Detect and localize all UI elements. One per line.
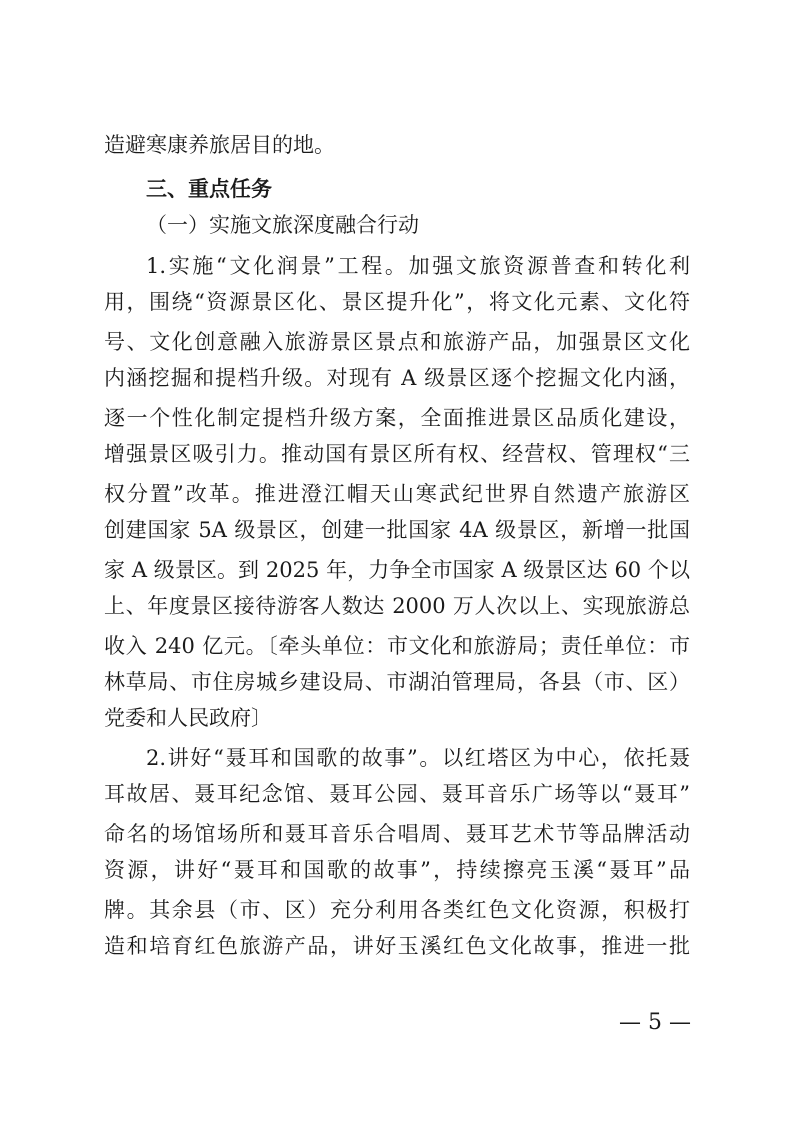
text-line: 内涵挖掘和提档升级。对现有 A 级景区逐个挖掘文化内涵， bbox=[104, 366, 690, 390]
section-heading: 三、重点任务 bbox=[146, 176, 272, 201]
text-line: 党委和人民政府〕 bbox=[104, 706, 272, 730]
text-line: 命名的场馆场所和聂耳音乐合唱周、聂耳艺术节等品牌活动 bbox=[104, 822, 690, 846]
text-line: 权分置”改革。推进澄江帽天山寒武纪世界自然遗产旅游区 bbox=[104, 482, 690, 506]
text-line: 1.实施“文化润景”工程。加强文旅资源普查和转化利 bbox=[146, 254, 690, 278]
text-line: 耳故居、聂耳纪念馆、聂耳公园、聂耳音乐广场等以“聂耳” bbox=[104, 782, 690, 806]
text-line: 牌。其余县（市、区）充分利用各类红色文化资源，积极打 bbox=[104, 898, 690, 922]
text-line: 逐一个性化制定提档升级方案，全面推进景区品质化建设， bbox=[104, 406, 690, 430]
text-line: 造避寒康养旅居目的地。 bbox=[104, 133, 335, 157]
text-line: 创建国家 5A 级景区，创建一批国家 4A 级景区，新增一批国 bbox=[104, 518, 690, 542]
text-line: 增强景区吸引力。推动国有景区所有权、经营权、管理权“三 bbox=[104, 442, 690, 466]
text-line: 资源，讲好“聂耳和国歌的故事”，持续擦亮玉溪“聂耳”品 bbox=[104, 858, 690, 882]
page-number: — 5 — bbox=[619, 1010, 691, 1035]
text-line: 收入 240 亿元。〔牵头单位：市文化和旅游局；责任单位：市 bbox=[104, 634, 690, 658]
text-line: 林草局、市住房城乡建设局、市湖泊管理局，各县（市、区） bbox=[104, 670, 690, 694]
text-line: 用，围绕“资源景区化、景区提升化”，将文化元素、文化符 bbox=[104, 290, 690, 314]
text-line: 上、年度景区接待游客人数达 2000 万人次以上、实现旅游总 bbox=[104, 594, 690, 618]
text-line: 造和培育红色旅游产品，讲好玉溪红色文化故事，推进一批 bbox=[104, 934, 690, 958]
subsection-heading: （一）实施文旅深度融合行动 bbox=[146, 213, 419, 237]
text-line: 家 A 级景区。到 2025 年，力争全市国家 A 级景区达 60 个以 bbox=[104, 558, 690, 582]
text-line: 号、文化创意融入旅游景区景点和旅游产品，加强景区文化 bbox=[104, 330, 690, 354]
text-line: 2.讲好“聂耳和国歌的故事”。以红塔区为中心，依托聂 bbox=[146, 746, 690, 770]
